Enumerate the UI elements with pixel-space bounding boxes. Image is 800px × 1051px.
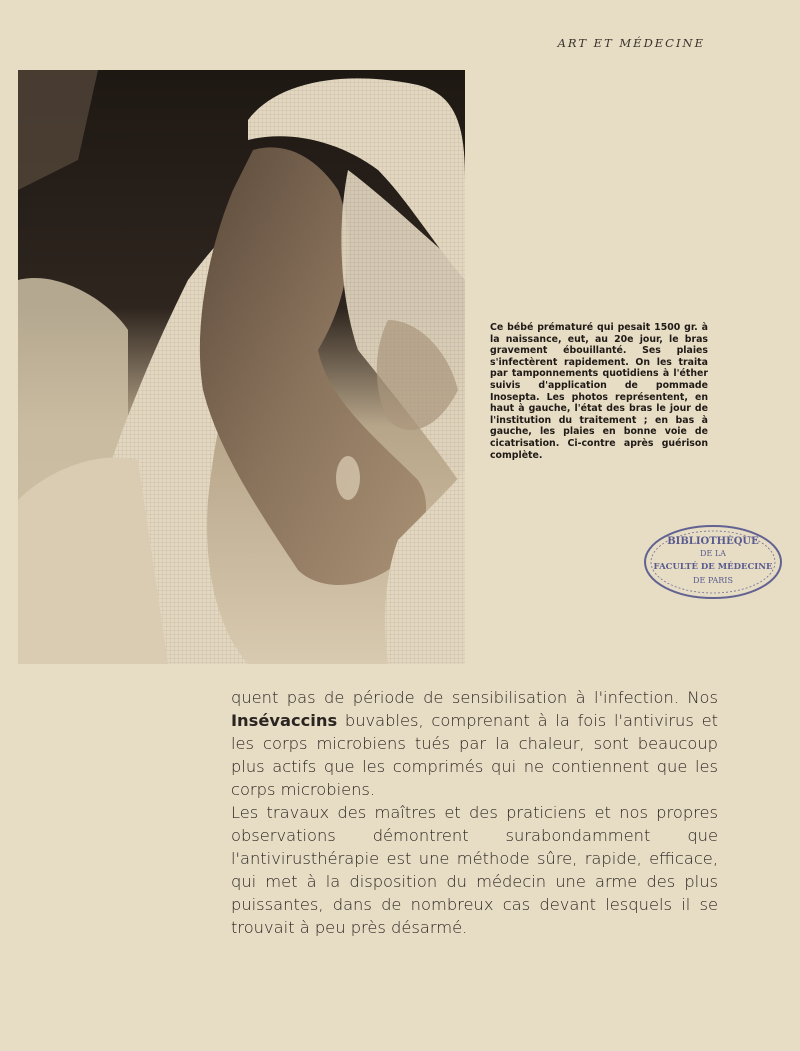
running-title: ART ET MÉDECINE (557, 36, 705, 50)
svg-text:DE LA: DE LA (700, 549, 726, 558)
library-stamp (642, 522, 784, 602)
body-p1-end: buvables, comprenant à la fois l'antivirus et les corps microbiens tués par la chaleur, sont beaucoup plus actifs que les comprimés qui ne contiennent que les corps microbiens. (231, 711, 718, 799)
body-paragraph-1 (231, 686, 718, 801)
body-paragraph-2: Les travaux des maîtres et des praticiens et nos propres observations démontrent surabondamment que l'antivirusthérapie est une méthode sûre, rapide, efficace, qui met à la disposition du médecin une arme des plus puissantes, dans de nombreux cas devant lesquels il se trouvait à peu près désarmé. (231, 803, 718, 937)
body-p1-start: quent pas de période de sensibilisation à l'infection. Nos (231, 688, 718, 707)
svg-text:DE PARIS: DE PARIS (693, 576, 733, 585)
photo-caption: Ce bébé prématuré qui pesait 1500 gr. à la naissance, eut, au 20e jour, le bras gravement ébouillanté. Ses plaies s'infectèrent rapidement. On les traita par tamponnements quotidiens à l'éther suivis d'application de pommade Inosepta. Les photos représentent, en haut à gauche, l'état des bras le jour de l'institution du traitement ; en bas à gauche, les plaies en bonne voie de cicatrisation. Ci-contre après guérison complète. (490, 322, 708, 461)
library-stamp-seal (642, 522, 784, 602)
svg-text:FACULTÉ DE MÉDECINE: FACULTÉ DE MÉDECINE (653, 562, 773, 572)
photo-illustration (18, 70, 465, 664)
body-text (231, 686, 718, 939)
svg-text:BIBLIOTHÈQUE: BIBLIOTHÈQUE (667, 536, 759, 547)
product-name-insevaccins: Insévaccins (231, 711, 338, 730)
photo-infant-arm (18, 70, 465, 664)
